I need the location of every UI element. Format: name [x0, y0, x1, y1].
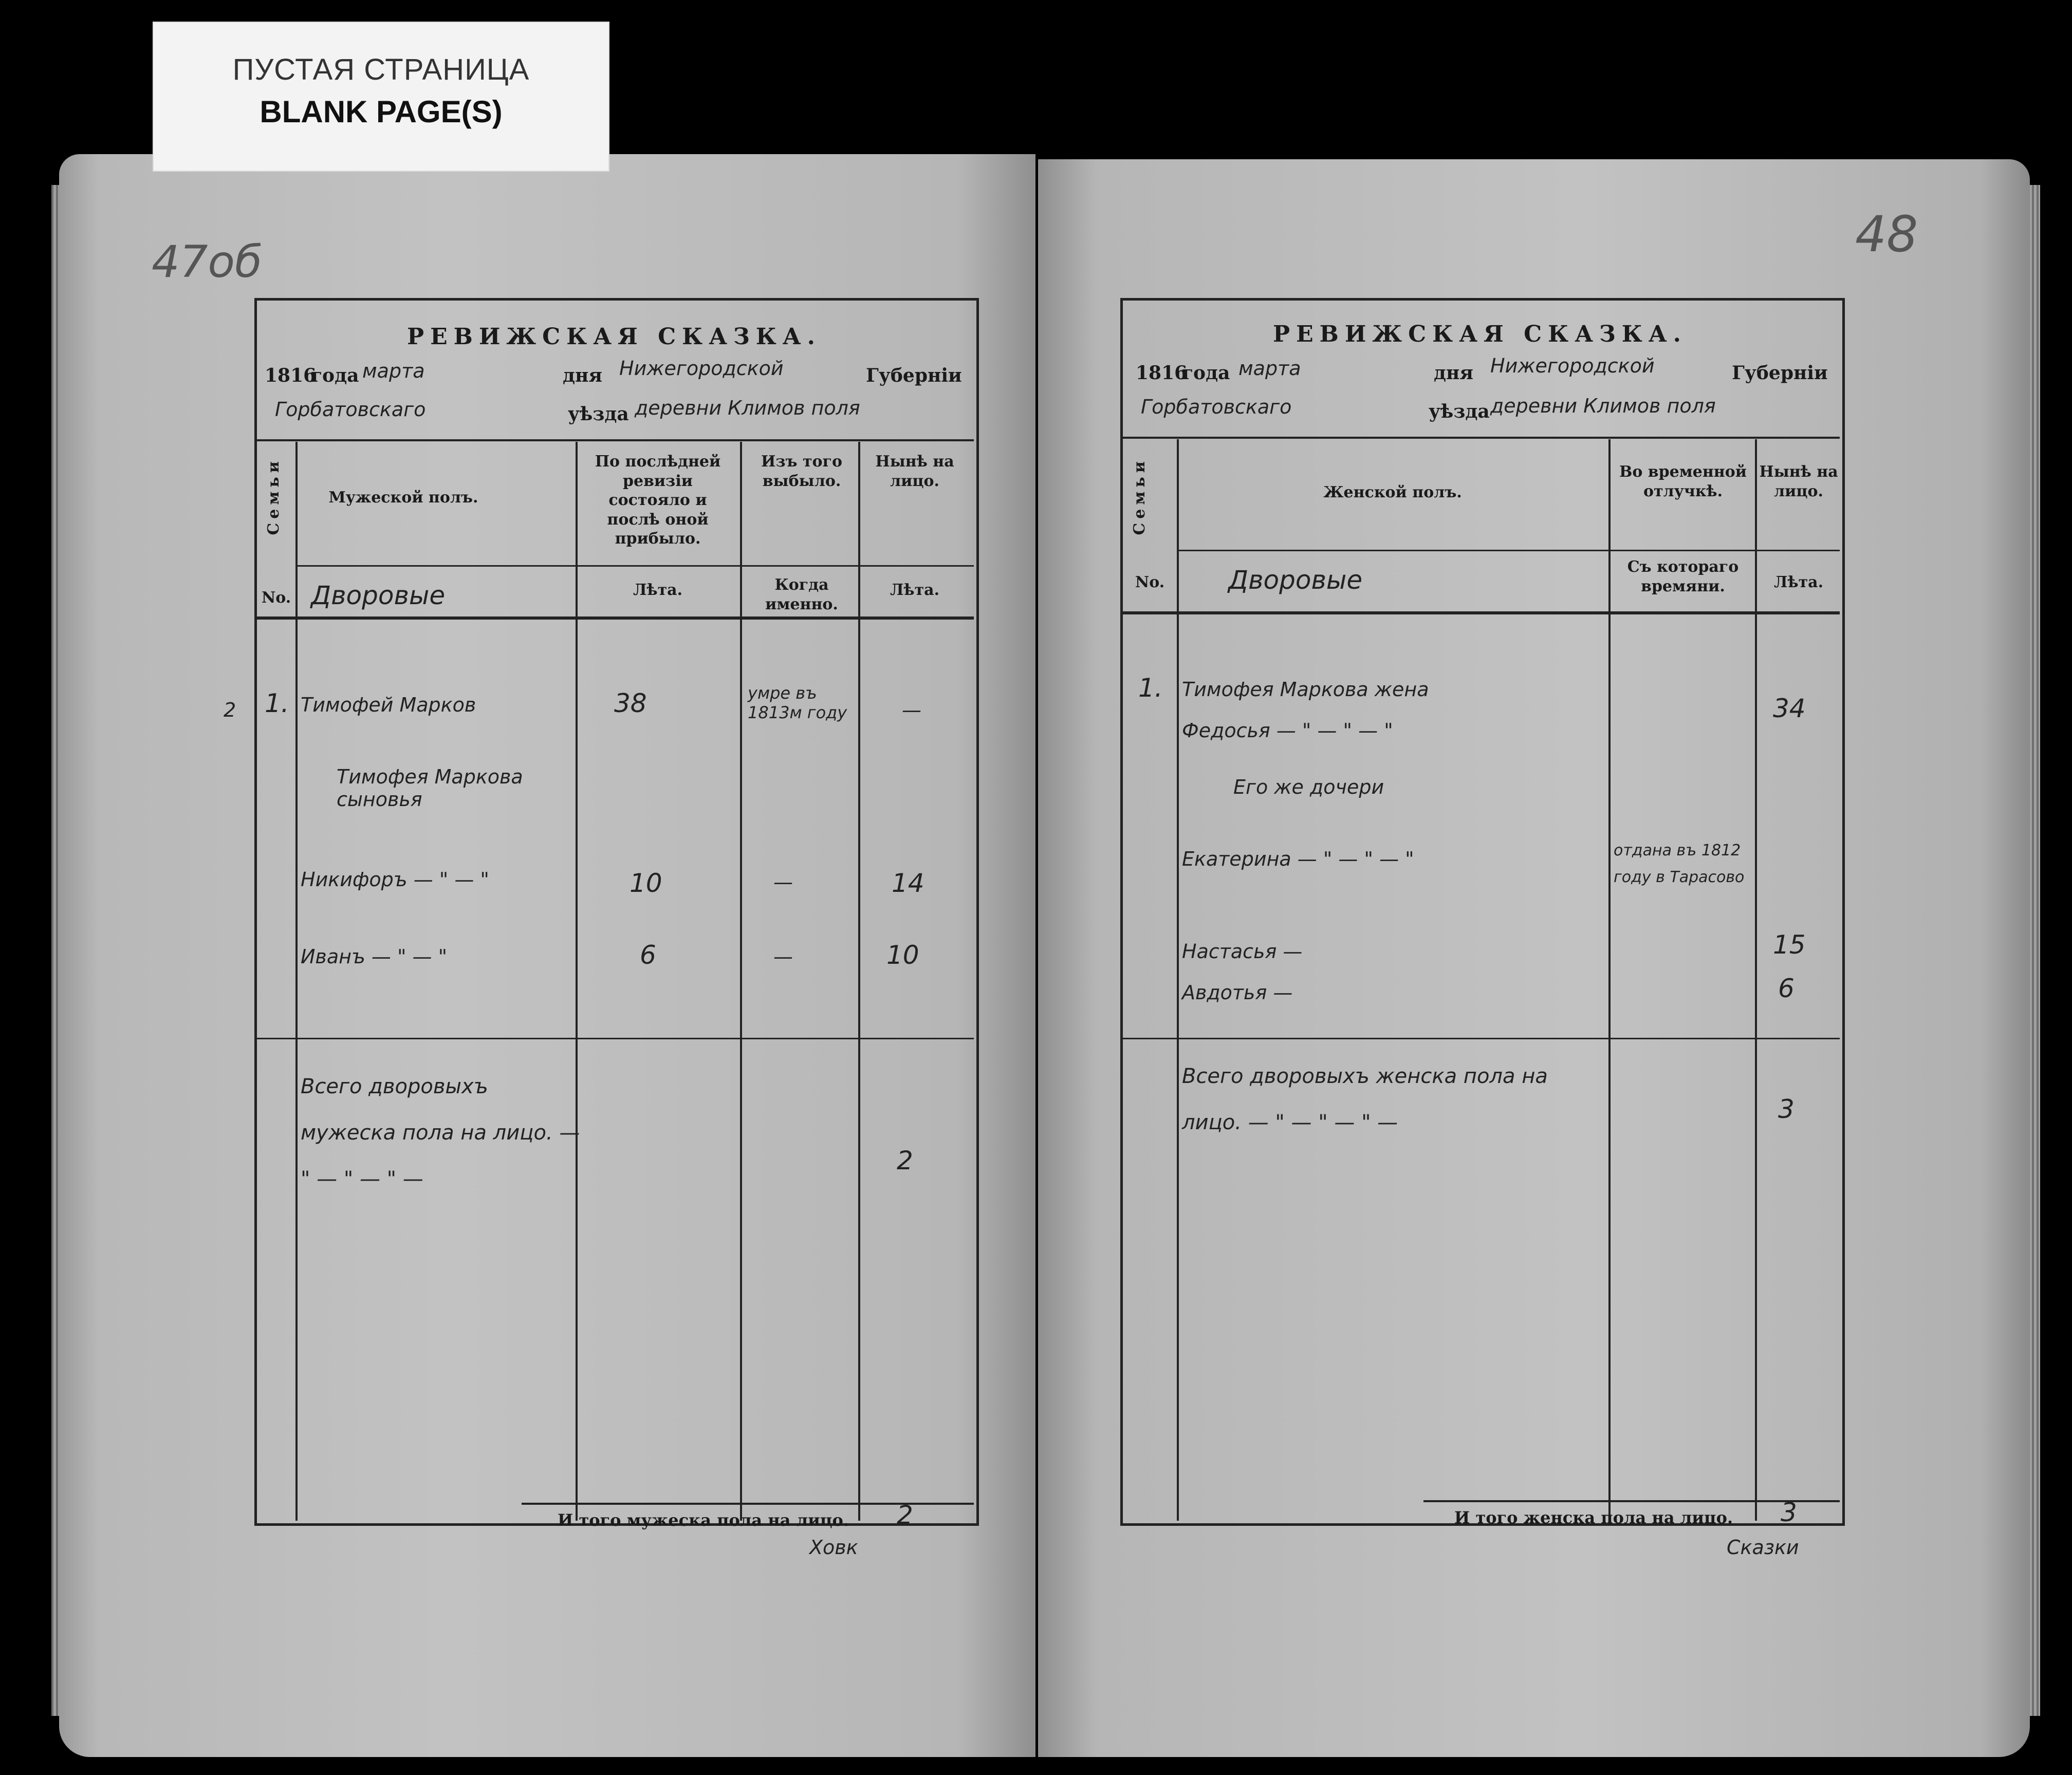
uezd-label: уѣзда — [568, 403, 629, 425]
total-text: Всего дворовыхъ мужеска пола на лицо. — " — " — " — — [301, 1075, 580, 1191]
right-page — [1038, 159, 2030, 1757]
footer-total-value: 3 — [1781, 1498, 1797, 1527]
gubernia-name: Нижегородской — [1490, 354, 1655, 377]
col-divider — [1608, 439, 1611, 1521]
row-name: Екатерина — " — " — " — [1182, 848, 1414, 870]
col-number: No. — [1135, 573, 1165, 591]
col-years: Лѣта. — [1773, 573, 1824, 591]
margin-mark: 2 — [224, 699, 236, 721]
col-present: Нынѣ на лицо. — [875, 453, 954, 490]
row-name: Иванъ — " — " — [301, 945, 448, 968]
uezd-name: Горбатовскаго — [275, 398, 426, 421]
subheader-rule — [1177, 550, 1840, 551]
row-departed: — — [773, 871, 793, 893]
col-divider — [576, 442, 578, 1521]
body-rule — [257, 616, 974, 620]
year: 1816 — [265, 365, 317, 386]
row-sons: Тимофея Маркова сыновья — [337, 765, 523, 811]
row-present: — — [902, 699, 921, 721]
row-name: Настасья — — [1182, 940, 1303, 963]
row-age: 38 — [614, 688, 647, 718]
col-divider — [295, 442, 298, 1521]
footer-total-value: 2 — [897, 1500, 913, 1530]
row-departed: умре въ 1813м году — [748, 683, 847, 722]
col-when: Когда именно. — [765, 576, 838, 613]
col-since: Съ котораго времяни. — [1627, 558, 1739, 595]
col-families: Семьи — [1131, 457, 1149, 535]
estate-type: Дворовые — [311, 581, 446, 610]
total-text: Всего дворовыхъ женска пола на лицо. — " — " — " — — [1182, 1064, 1548, 1134]
blank-page-label — [153, 22, 609, 172]
row-name: Тимофея Маркова жена — [1182, 678, 1429, 701]
header-rule — [1123, 437, 1840, 439]
col-families: Семьи — [265, 457, 283, 535]
row-present: 6 — [1778, 974, 1794, 1003]
month: марта — [1238, 357, 1301, 380]
row-departed: — — [773, 945, 793, 968]
left-page — [59, 154, 1035, 1757]
month: марта — [362, 360, 425, 382]
body-rule — [1123, 611, 1840, 614]
page-number: 48 — [1855, 205, 1918, 263]
day-label: дня — [1434, 362, 1473, 384]
total-value: 2 — [897, 1146, 913, 1175]
row-daughters: Его же дочери — [1233, 776, 1384, 798]
document-title: РЕВИЖСКАЯ СКАЗКА. — [1273, 321, 1687, 347]
row-number: 1. — [1138, 673, 1163, 703]
page-signature: Сказки — [1727, 1536, 1799, 1559]
label-english: BLANK PAGE(S) — [260, 95, 503, 129]
year-label: года — [311, 365, 359, 386]
total-rule — [257, 1038, 974, 1039]
uezd-name: Горбатовскаго — [1141, 396, 1292, 418]
row-present: 14 — [892, 868, 924, 898]
row-name: Авдотья — — [1182, 981, 1293, 1004]
year: 1816 — [1136, 362, 1188, 384]
row-absent: отдана въ 1812 году в Тарасово — [1614, 842, 1745, 886]
gubernia-label: Губерніи — [1732, 362, 1828, 384]
total-rule — [1123, 1038, 1840, 1039]
footer-total: И того женска пола на лицо. — [1454, 1508, 1733, 1527]
gubernia-name: Нижегородской — [619, 357, 784, 380]
uezd-label: уѣзда — [1429, 401, 1490, 422]
day-label: дня — [563, 365, 602, 386]
document-title: РЕВИЖСКАЯ СКАЗКА. — [407, 324, 821, 350]
col-present: Нынѣ на лицо. — [1759, 463, 1838, 500]
year-label: года — [1182, 362, 1230, 384]
row-number: 1. — [265, 688, 289, 718]
page-number: 47об — [152, 236, 263, 288]
col-number: No. — [261, 589, 291, 607]
row-present: 10 — [886, 940, 919, 970]
row-name: Федосья — " — " — " — [1182, 719, 1393, 742]
village-name: деревни Климов поля — [1490, 395, 1716, 417]
header-rule — [257, 439, 974, 441]
subheader-rule — [295, 565, 974, 567]
row-present: 34 — [1773, 694, 1806, 723]
col-divider — [740, 442, 742, 1521]
col-years: Лѣта. — [633, 581, 683, 599]
page-signature: Ховк — [809, 1536, 858, 1559]
col-last-revision: По послѣдней ревизіи состояло и послѣ оной прибыло. — [595, 453, 721, 548]
row-name: Тимофей Марков — [301, 694, 476, 716]
col-departed: Изъ того выбыло. — [761, 453, 842, 490]
gubernia-label: Губерніи — [866, 365, 962, 386]
label-russian: ПУСТАЯ СТРАНИЦА — [232, 53, 530, 86]
estate-type: Дворовые — [1228, 565, 1363, 595]
col-divider — [1755, 439, 1757, 1521]
row-age: 6 — [640, 940, 656, 970]
col-years-now: Лѣта. — [890, 581, 940, 599]
col-male: Мужеской полъ. — [328, 489, 478, 507]
row-name: Никифоръ — " — " — [301, 868, 489, 891]
col-female: Женской полъ. — [1323, 483, 1462, 501]
total-value: 3 — [1778, 1094, 1794, 1124]
footer-rule — [1423, 1500, 1840, 1502]
row-present: 15 — [1773, 930, 1806, 960]
row-age: 10 — [630, 868, 662, 898]
col-divider — [1177, 439, 1179, 1521]
village-name: деревни Климов поля — [635, 397, 860, 419]
col-divider — [858, 442, 860, 1521]
footer-total: И того мужеска пола на лицо. — [558, 1510, 849, 1530]
col-absent: Во временной отлучкѣ. — [1619, 463, 1747, 500]
